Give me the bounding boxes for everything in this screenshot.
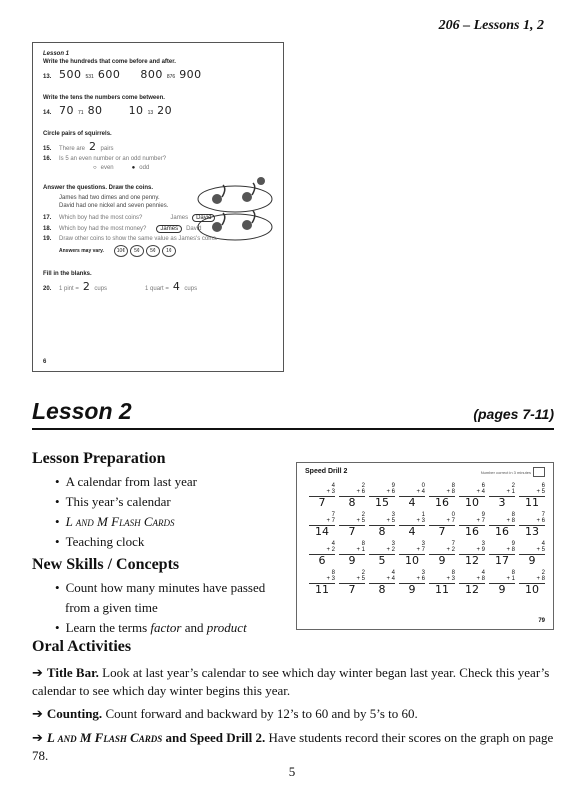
worksheet-lesson-label: Lesson 1	[43, 51, 70, 57]
worksheet-tens-heading: Write the tens the numbers come between.	[43, 95, 165, 101]
running-head: 206 – Lessons 1, 2	[438, 18, 544, 33]
drill-problem: 3 + 7 10	[399, 541, 425, 567]
worksheet-blanks-heading: Fill in the blanks.	[43, 270, 92, 277]
drill-problem: 0 + 4 4	[399, 483, 425, 509]
lesson-pages: (pages 7-11)	[473, 406, 554, 422]
skills-list	[55, 578, 285, 638]
speed-drill-page-number: 79	[538, 618, 545, 624]
drill-problem: 2 + 6 8	[339, 483, 365, 509]
speed-drill-image	[296, 462, 554, 630]
drill-problem: 9 + 7 16	[459, 512, 485, 538]
worksheet-page-number: 6	[43, 359, 47, 365]
list-item: • Count how many minutes have passed from a given time	[55, 578, 285, 618]
list-item: • Learn the terms factor and product	[55, 618, 285, 638]
worksheet-q16: 16. Is 5 an even number or an odd number?	[43, 156, 167, 162]
squirrel-pairs-illustration	[195, 177, 275, 247]
oral-item-counting: ➔ Counting. Count forward and backward by 12’s to 60 and by 5’s to 60.	[32, 706, 418, 722]
list-item: • A calendar from last year	[55, 472, 197, 492]
speed-drill-score-label: Number correct in 3 minutes	[480, 470, 531, 475]
drill-problem: 4 + 8 12	[459, 570, 485, 596]
drill-problem: 8 + 3 11	[309, 570, 335, 596]
coin-icon: 1¢	[162, 245, 176, 257]
drill-problem: 7 + 2 9	[429, 541, 455, 567]
worksheet-hundreds-heading: Write the hundreds that come before and after.	[43, 59, 176, 65]
drill-problem: 8 + 8 16	[429, 483, 455, 509]
preparation-heading: Lesson Preparation	[32, 450, 166, 467]
drill-row	[309, 483, 545, 509]
worksheet-q15: 15. There are 2 pairs	[43, 140, 114, 153]
drill-problem: 8 + 3 11	[429, 570, 455, 596]
coin-icon: 5¢	[130, 245, 144, 257]
drill-problem: 4 + 2 6	[309, 541, 335, 567]
drill-problem: 7 + 6 13	[519, 512, 545, 538]
oral-item-flash-cards: ➔ L and M Flash Cards and Speed Drill 2. Have students record their scores on the graph on page 78.	[32, 730, 554, 763]
worksheet-q16-options: ○ even ● odd	[93, 165, 150, 171]
drill-row	[309, 570, 545, 596]
coin-icon: 10¢	[114, 245, 128, 257]
oral-item-title-bar: ➔ Title Bar. Look at last year’s calendar to see which day winter began last year. Check this year’s calendar to see which day winter begins this year.	[32, 665, 550, 698]
worksheet-coins-paragraph: James had two dimes and one penny. David had one nickel and seven pennies.	[59, 195, 169, 210]
drill-problem: 6 + 5 11	[519, 483, 545, 509]
drill-problem: 4 + 5 9	[519, 541, 545, 567]
speed-drill-grid	[309, 483, 545, 599]
coin-icon: 5¢	[146, 245, 160, 257]
drill-problem: 3 + 6 9	[399, 570, 425, 596]
drill-problem: 4 + 3 7	[309, 483, 335, 509]
worksheet-q18: 18. Which boy had the most money? James David	[43, 225, 202, 232]
drill-problem: 9 + 8 17	[489, 541, 515, 567]
drill-problem: 3 + 9 12	[459, 541, 485, 567]
drill-problem: 2 + 8 10	[519, 570, 545, 596]
drill-problem: 1 + 3 4	[399, 512, 425, 538]
drill-problem: 8 + 8 16	[489, 512, 515, 538]
drill-row	[309, 512, 545, 538]
drill-problem: 2 + 5 7	[339, 570, 365, 596]
worksheet-squirrel-heading: Circle pairs of squirrels.	[43, 131, 112, 137]
page-number: 5	[288, 764, 296, 779]
radio-filled-icon: ●	[131, 165, 136, 171]
arrow-right-icon: ➔	[32, 731, 43, 746]
speed-drill-title: Speed Drill 2	[305, 468, 348, 475]
drill-problem: 0 + 7 7	[429, 512, 455, 538]
drill-problem: 8 + 1 9	[339, 541, 365, 567]
drill-problem: 2 + 5 7	[339, 512, 365, 538]
score-box	[533, 467, 545, 477]
drill-problem: 8 + 1 9	[489, 570, 515, 596]
drill-problem: 9 + 6 15	[369, 483, 395, 509]
worksheet-q17: 17. Which boy had the most coins? James David	[43, 214, 275, 222]
drill-problem: 3 + 5 8	[369, 512, 395, 538]
arrow-right-icon: ➔	[32, 666, 43, 681]
list-item: • This year’s calendar	[55, 492, 197, 512]
lesson-1-worksheet-image	[32, 42, 284, 372]
list-item: • L and M Flash Cards	[55, 512, 197, 532]
worksheet-q19: 19. Draw other coins to show the same value as James's coins.	[43, 235, 218, 242]
arrow-right-icon: ➔	[32, 707, 43, 722]
drill-problem: 7 + 7 14	[309, 512, 335, 538]
worksheet-q13: 13. 500 531 600 800 876 900	[43, 68, 202, 81]
drill-problem: 6 + 4 10	[459, 483, 485, 509]
worksheet-q20: 20. 1 pint = 2 cups 1 quart = 4 cups	[43, 279, 198, 293]
drill-problem: 2 + 1 3	[489, 483, 515, 509]
drill-row	[309, 541, 545, 567]
worksheet-q19-coins: Answers may vary. 10¢ 5¢ 5¢ 1¢	[59, 245, 275, 257]
worksheet-q14: 14. 70 71 80 10 13 20	[43, 104, 173, 117]
list-item: • Teaching clock	[55, 532, 197, 552]
drill-problem: 3 + 2 5	[369, 541, 395, 567]
oral-heading: Oral Activities	[32, 638, 132, 655]
preparation-list	[55, 472, 197, 552]
oral-activities	[32, 664, 554, 770]
skills-heading: New Skills / Concepts	[32, 556, 180, 573]
lesson-header	[32, 398, 554, 430]
worksheet-coins-heading: Answer the questions. Draw the coins.	[43, 185, 154, 191]
lesson-title: Lesson 2	[32, 398, 132, 424]
drill-problem: 4 + 4 8	[369, 570, 395, 596]
radio-icon: ○	[93, 165, 97, 171]
